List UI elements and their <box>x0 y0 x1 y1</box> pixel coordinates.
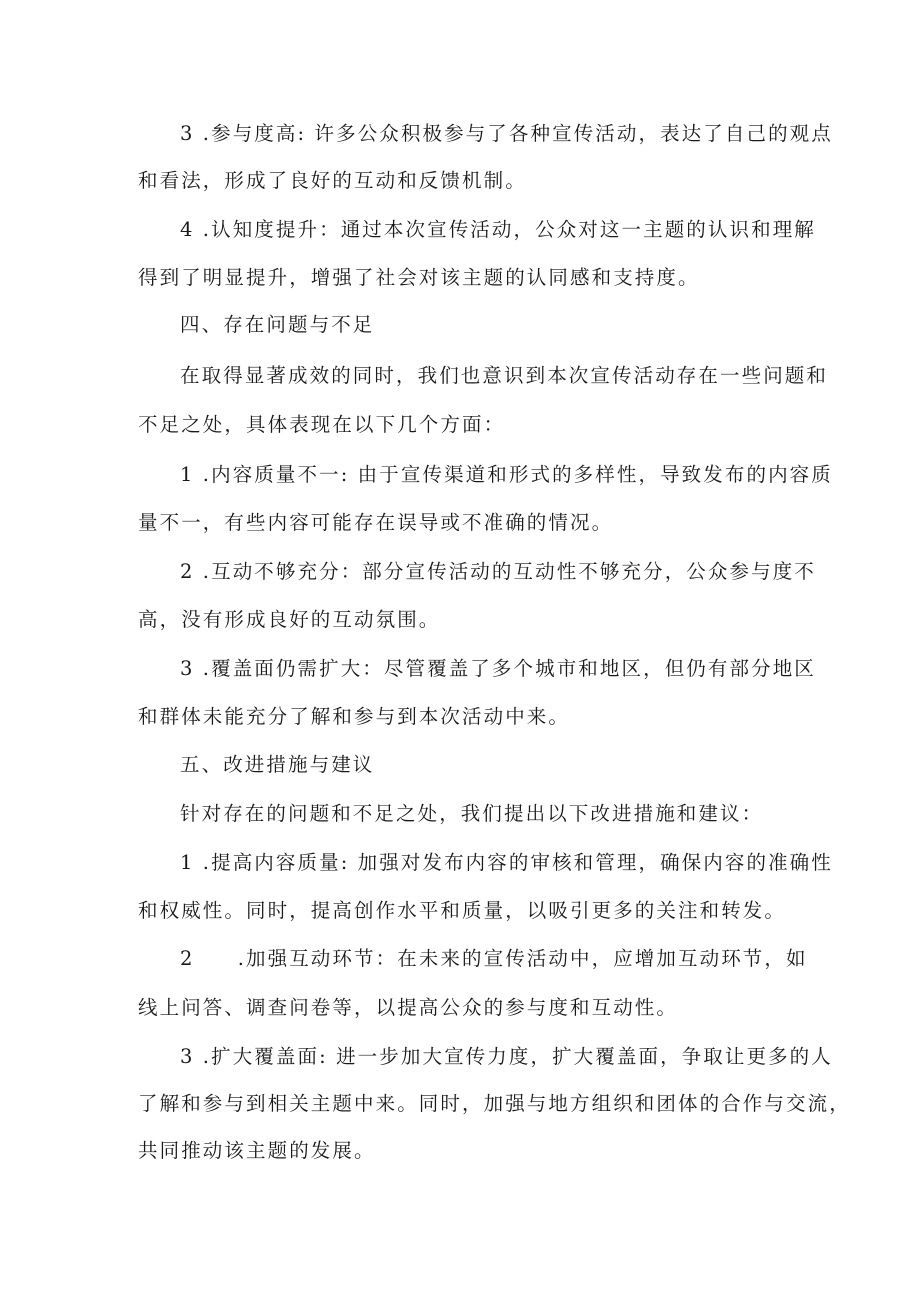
paragraph-line: 得到了明显提升，增强了社会对该主题的认同感和支持度。 <box>138 266 700 289</box>
paragraph-line: 1 .内容质量不一: 由于宣传渠道和形式的多样性，导致发布的内容质 <box>180 463 833 486</box>
paragraph-line: 和看法，形成了良好的互动和反馈机制。 <box>138 169 527 192</box>
paragraph-line: 针对存在的问题和不足之处，我们提出以下改进措施和建议： <box>180 802 764 825</box>
paragraph-line: 线上问答、调查问卷等，以提高公众的参与度和互动性。 <box>138 996 679 1019</box>
paragraph-line: 高，没有形成良好的互动氛围。 <box>138 608 441 631</box>
paragraph-line: 3 .扩大覆盖面: 进一步加大宣传力度，扩大覆盖面，争取让更多的人 <box>180 1045 833 1068</box>
section-heading: 五、改进措施与建议 <box>180 753 375 776</box>
paragraph-line: 共同推动该主题的发展。 <box>138 1139 376 1162</box>
paragraph-line: 4 .认知度提升：通过本次宣传活动，公众对这一主题的认识和理解 <box>180 218 816 241</box>
paragraph-line: 3 .覆盖面仍需扩大：尽管覆盖了多个城市和地区，但仍有部分地区 <box>180 657 816 680</box>
paragraph-line: 不足之处，具体表现在以下几个方面： <box>138 413 506 436</box>
paragraph-line: 在取得显著成效的同时，我们也意识到本次宣传活动存在一些问题和 <box>180 364 829 387</box>
paragraph-line: 3 .参与度高: 许多公众积极参与了各种宣传活动，表达了自己的观点 <box>180 122 833 145</box>
paragraph-line: 量不一，有些内容可能存在误导或不准确的情况。 <box>138 511 614 534</box>
paragraph-line: 2 .加强互动环节：在未来的宣传活动中，应增加互动环节，如 <box>180 947 808 970</box>
paragraph-line: 2 .互动不够充分：部分宣传活动的互动性不够充分，公众参与度不 <box>180 560 816 583</box>
section-heading: 四、存在问题与不足 <box>180 313 375 336</box>
paragraph-line: 和群体未能充分了解和参与到本次活动中来。 <box>138 705 571 728</box>
paragraph-line: 1 .提高内容质量: 加强对发布内容的审核和管理，确保内容的准确性 <box>180 851 833 874</box>
paragraph-line: 和权威性。同时，提高创作水平和质量，以吸引更多的关注和转发。 <box>138 899 787 922</box>
paragraph-line: 了解和参与到相关主题中来。同时，加强与地方组织和团体的合作与交流， <box>138 1092 851 1115</box>
